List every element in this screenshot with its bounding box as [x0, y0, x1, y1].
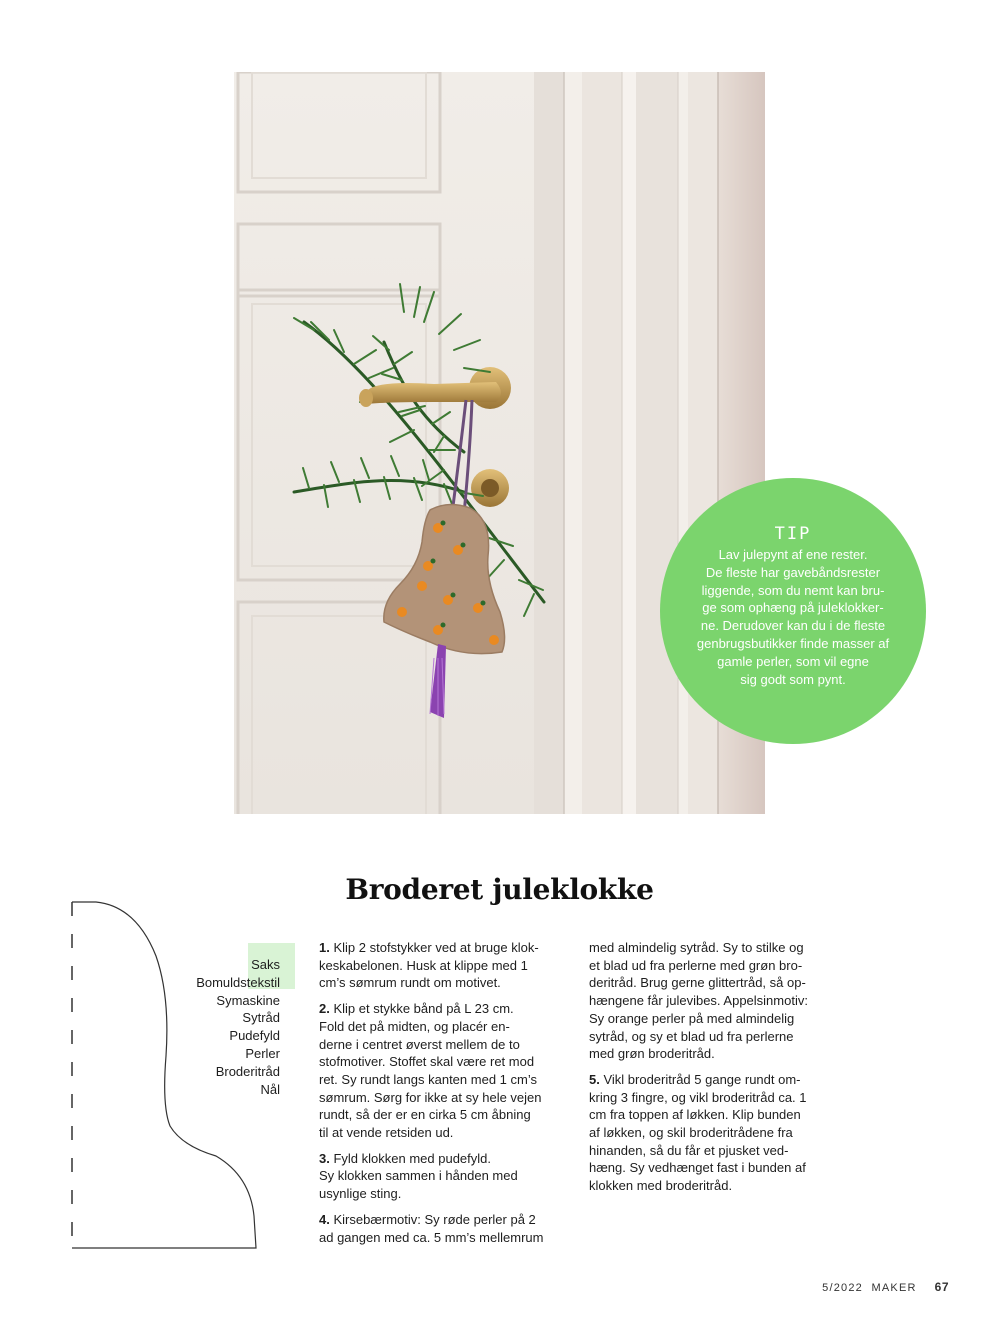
materials-list: [196, 956, 280, 1098]
step-line: med grøn broderitråd.: [589, 1046, 715, 1062]
tip-line: sig godt som pynt.: [740, 671, 846, 687]
page-footer: [822, 1280, 949, 1294]
step-line: klokken med broderitråd.: [589, 1178, 733, 1194]
issue-number: 5/2022: [822, 1282, 863, 1294]
page-number: 67: [934, 1280, 949, 1294]
step-line: hæng. Sy vedhænget fast i bunden af: [589, 1160, 806, 1176]
tip-line: Lav julepynt af ene rester.: [718, 547, 868, 562]
step-line: til at vende retsiden ud.: [319, 1125, 454, 1141]
tip-line: ne. Derudover kan du i de fleste: [700, 618, 886, 634]
tip-line: De fleste har gavebåndsrester: [705, 564, 881, 580]
step-line: derne i centret øverst mellem de to: [319, 1036, 520, 1052]
material-item: Symaskine: [216, 992, 280, 1008]
material-item: Saks: [251, 957, 280, 972]
tip-line: liggende, som du nemt kan bru-: [701, 582, 885, 598]
step-line: Klip et stykke bånd på L 23 cm.: [333, 1001, 514, 1017]
step-number: 5.: [589, 1071, 600, 1087]
step-number: 3.: [319, 1150, 330, 1166]
tip-circle: [660, 478, 926, 744]
step-line: Kirsebærmotiv: Sy røde perler på 2: [333, 1211, 536, 1227]
step-line: et blad ud fra perlerne med grøn bro-: [589, 957, 803, 973]
step-number: 1.: [319, 940, 330, 955]
step-line: hinanden, så du får et pjusket ved-: [589, 1142, 789, 1158]
tip-line: gamle perler, som vil egne: [717, 653, 869, 669]
material-item: Pudefyld: [229, 1028, 280, 1044]
step-line: hængene får julevibes. Appelsinmotiv:: [589, 993, 808, 1009]
step-4: [319, 1211, 579, 1246]
step-line: deritråd. Brug gerne glittertråd, så op-: [589, 975, 806, 991]
step-line: sytråd, og sy et blad ud fra perlerne: [589, 1028, 794, 1044]
step-line: cm’s sømrum rundt om motivet.: [319, 975, 501, 991]
step-line: Fold det på midten, og placér en-: [319, 1018, 510, 1034]
step-line: ad gangen med ca. 5 mm’s mellemrum: [319, 1229, 544, 1245]
step-1: [319, 939, 579, 992]
door-ornament-photo: [234, 72, 765, 814]
step-line: keskabelonen. Husk at klippe med 1: [319, 957, 528, 973]
instructions-column-1: [319, 939, 579, 1254]
material-item: Nål: [260, 1081, 280, 1097]
material-item: Sytråd: [242, 1010, 280, 1026]
step-2: [319, 1000, 579, 1142]
step-line: ret. Sy rundt langs kanten med 1 cm’s: [319, 1071, 537, 1087]
step-3: [319, 1150, 579, 1203]
step-line: Vikl broderitråd 5 gange rundt om-: [603, 1071, 801, 1087]
magazine-name: MAKER: [871, 1282, 917, 1294]
material-item: Bomuldstekstil: [196, 974, 280, 990]
step-line: Sy orange perler på med almindelig: [589, 1010, 795, 1026]
step-line: stofmotiver. Stoffet skal være ret mod: [319, 1054, 535, 1070]
step-line: sømrum. Sørg for ikke at sy hele vejen: [319, 1089, 542, 1105]
material-item: Perler: [245, 1045, 280, 1061]
step-line: cm fra toppen af løkken. Klip bunden: [589, 1107, 801, 1123]
tip-text: [660, 546, 926, 688]
instructions-column-2: [589, 939, 849, 1203]
step-line: Klip 2 stofstykker ved at bruge klok-: [333, 940, 539, 955]
step-line: med almindelig sytråd. Sy to stilke og: [589, 940, 804, 955]
step-line: kring 3 fingre, og vikl broderitråd ca. 1: [589, 1089, 807, 1105]
step-line: af løkken, og skil broderitrådene fra: [589, 1125, 793, 1141]
material-item: Broderitråd: [215, 1063, 280, 1079]
step-line: rundt, så der er en cirka 5 cm åbning: [319, 1107, 531, 1123]
step-5: [589, 1071, 849, 1195]
step-number: 2.: [319, 1001, 330, 1017]
step-line: Sy klokken sammen i hånden med: [319, 1168, 518, 1184]
article-title: Broderet juleklokke: [345, 873, 654, 906]
step-line: usynlige sting.: [319, 1186, 402, 1202]
step-line: Fyld klokken med pudefyld.: [333, 1150, 491, 1166]
step-4-continued: [589, 939, 849, 1063]
tip-line: ge som ophæng på juleklokker-: [702, 600, 884, 616]
tip-line: genbrugsbutikker finde masser af: [696, 635, 890, 651]
step-number: 4.: [319, 1211, 330, 1227]
tip-title: TIP: [774, 524, 812, 544]
